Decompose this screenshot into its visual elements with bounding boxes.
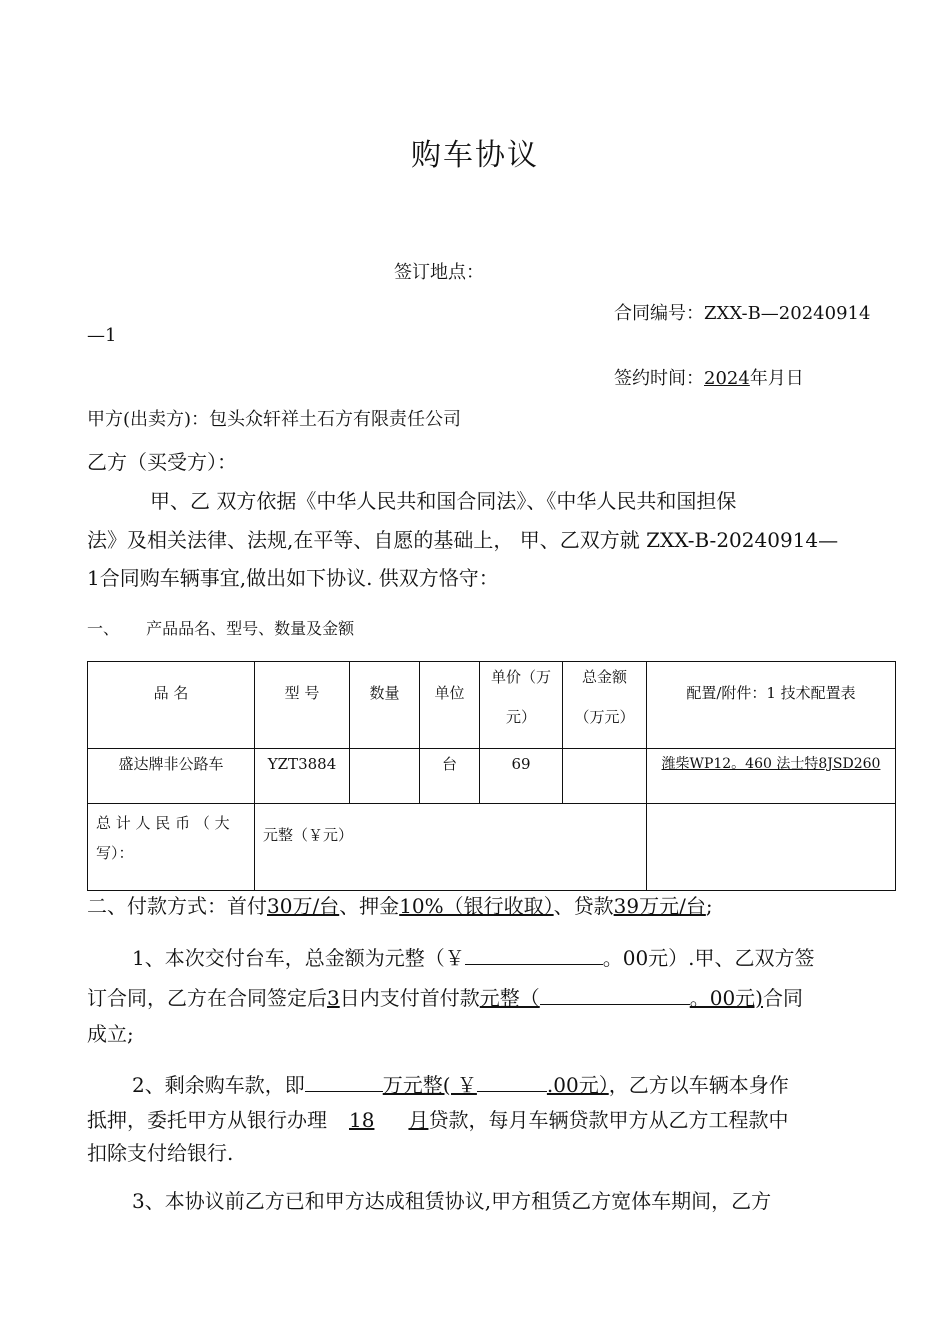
contract-number: 合同编号：ZXX-B—20240914 [614,303,871,324]
table-header-row [88,662,896,749]
sign-date-prefix: 签约时间： [614,368,704,389]
section-1-label: 产品品名、型号、数量及金额 [146,619,355,638]
remaining-blank [305,1071,383,1092]
cell-unit: 台 [420,749,480,804]
sign-date-suffix: 年月日 [749,368,804,389]
loan-amount: 39万元/台 [613,894,706,918]
total-empty [647,804,896,891]
section-1-number: 一、 [87,619,120,638]
total-label: 总 计 人 民 币 （ 大 写）： [88,804,255,891]
cell-total [563,749,647,804]
section-1-heading [87,616,354,639]
header-name: 品 名 [88,662,255,749]
payment-days: 3 [327,986,340,1010]
header-qty: 数量 [350,662,420,749]
amount-blank [465,944,603,965]
section-2-payment: 二、付款方式：首付30万/台、押金10%（银行收取）、贷款39万元/台; [87,894,713,918]
clause-3-line-1: 3、本协议前乙方已和甲方达成租赁协议,甲方租赁乙方宽体车期间，乙方 [132,1189,772,1213]
intro-line-3: 1合同购车辆事宜,做出如下协议. 供双方恪守： [87,566,499,590]
cell-model: YZT3884 [255,749,350,804]
cell-qty [350,749,420,804]
header-model: 型 号 [255,662,350,749]
table-row [88,749,896,804]
deposit: 10%（银行收取） [399,894,554,918]
header-unit: 单位 [420,662,480,749]
cell-config: 潍柴WP12。460 法士特8JSD260 [647,749,896,804]
clause-2-line-1: 2、剩余购车款，即 万元整( ￥ .00元），乙方以车辆本身作 [132,1073,789,1097]
header-total: 总金额 （万元） [563,662,647,749]
cell-price: 69 [480,749,563,804]
sign-date-year: 2024 [704,368,750,389]
sign-place: 签订地点： [394,262,484,283]
total-value: 元整（￥元） [255,804,647,891]
clause-1-line-2: 订合同，乙方在合同签定后3日内支付首付款元整（ 。00元)合同 [87,986,803,1010]
party-a: 甲方(出卖方)：包头众轩祥土石方有限责任公司 [87,409,462,430]
table-total-row [88,804,896,891]
header-price: 单价（万 元） [480,662,563,749]
intro-line-2: 法》及相关法律、法规,在平等、自愿的基础上， 甲、乙双方就 ZXX-B-20240914— [87,528,839,552]
clause-1-line-3: 成立; [87,1022,134,1046]
document-title: 购车协议 [411,138,539,173]
intro-line-1: 甲、乙 双方依据《中华人民共和国合同法》、《中华人民共和国担保 [150,489,737,513]
loan-months: 18 [349,1108,375,1132]
sign-date [614,364,804,390]
contract-number-cont: —1 [87,325,117,346]
header-config: 配置/附件：1 技术配置表 [647,662,896,749]
down-payment: 30万/台 [267,894,340,918]
product-table [87,661,896,891]
clause-2-line-3: 扣除支付给银行. [87,1141,234,1165]
down-payment-blank [540,984,690,1005]
remaining-yuan-blank [477,1071,547,1092]
cell-name: 盛达牌非公路车 [88,749,255,804]
clause-2-line-2: 抵押，委托甲方从银行办理 18 月贷款，每月车辆贷款甲方从乙方工程款中 [87,1108,789,1132]
clause-1-line-1: 1、本次交付台车，总金额为元整（￥ 。00元）.甲、乙双方签 [132,946,815,970]
party-b: 乙方（买受方）： [87,450,237,474]
